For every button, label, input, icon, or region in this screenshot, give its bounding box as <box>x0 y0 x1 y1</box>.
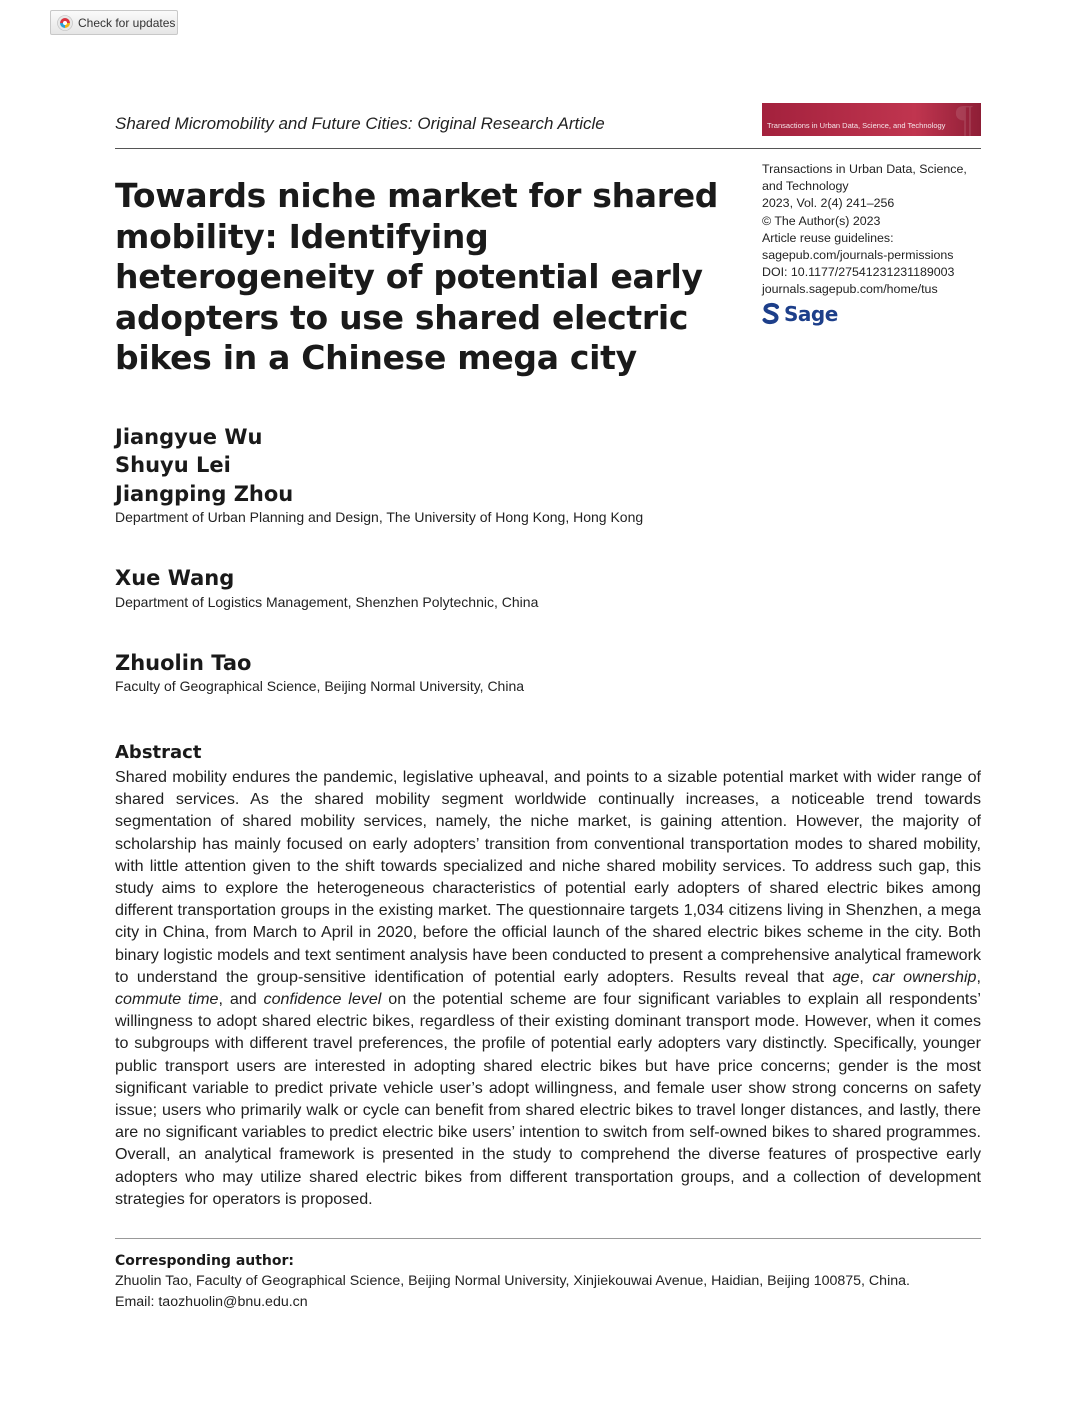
abstract-separator: , and <box>218 990 264 1009</box>
banner-watermark: ¶ <box>955 103 973 136</box>
variable-term: commute time <box>115 990 219 1009</box>
check-for-updates-label: Check for updates <box>78 15 176 30</box>
corresponding-author-label: Corresponding author: <box>115 1253 295 1269</box>
article-type: Shared Micromobility and Future Cities: Original Research Article <box>115 114 605 133</box>
author-name: Zhuolin Tao <box>115 651 252 675</box>
author-name: Shuyu Lei <box>115 453 231 477</box>
variable-term: car ownership <box>872 967 977 986</box>
doi-link[interactable]: DOI: 10.1177/27541231231189003 <box>762 265 955 280</box>
check-for-updates-button[interactable] <box>50 10 178 35</box>
header-divider <box>115 148 981 149</box>
paper-title: Towards niche market for shared mobility: Identifying heterogeneity of potential early adopters to use shared electric bikes in a Chinese mega city <box>115 176 719 377</box>
journal-banner-text: Transactions in Urban Data, Science, and Technology <box>767 121 946 130</box>
sage-logo <box>762 302 838 326</box>
abstract-body <box>115 766 981 1210</box>
sage-wordmark: Sage <box>784 302 838 326</box>
corresponding-address: Zhuolin Tao, Faculty of Geographical Science, Beijing Normal University, Xinjiekouwai Avenue, Haidian, Beijing 100875, China. <box>115 1273 910 1289</box>
volume-info: 2023, Vol. 2(4) 241–256 <box>762 196 895 211</box>
crossmark-icon <box>57 15 73 31</box>
author-name: Jiangping Zhou <box>115 482 294 506</box>
journal-name-line1: Transactions in Urban Data, Science, <box>762 162 967 176</box>
abstract-text: on the potential scheme are four significant variables to explain all respondents’ willingness to adopt shared electric bikes, regardless of their existing dominant transport mode. However, when it comes to subgroups with different travel preferences, the profile of potential early adopters vary distinctly. Specifically, younger public transport users are interested in adopting shared electric bikes but have price concerns; gender is the most significant variable to predict private vehicle user’s adopt willingness, and female user show strong concerns on safety issue; users who primarily walk or cycle can benefit from shared electric bikes to travel longer distances, and lastly, there are no significant variables to predict electric bike users’ intention to switch from self-owned bikes to shared programmes. Overall, an analytical framework is presented in the study to comprehend the diverse features of prospective early adopters who may utilize shared electric bikes from different transportation groups, and a collection of development strategies for operators is proposed. <box>115 990 981 1208</box>
journal-name-line2: and Technology <box>762 179 849 194</box>
footer-divider <box>115 1238 981 1239</box>
publication-meta <box>762 161 987 299</box>
author-name: Xue Wang <box>115 566 235 590</box>
permissions-link[interactable]: sagepub.com/journals-permissions <box>762 248 954 263</box>
author-affiliation: Department of Logistics Management, Shenzhen Polytechnic, China <box>115 594 539 610</box>
author-affiliation: Faculty of Geographical Science, Beijing Normal University, China <box>115 678 525 694</box>
journal-home-link[interactable]: journals.sagepub.com/home/tus <box>762 282 938 297</box>
abstract-separator: , <box>976 967 981 986</box>
reuse-label: Article reuse guidelines: <box>762 230 894 245</box>
variable-term: confidence level <box>263 990 382 1009</box>
sage-s-icon <box>762 302 780 326</box>
copyright: © The Author(s) 2023 <box>762 213 881 228</box>
abstract-separator: , <box>859 967 873 986</box>
variable-term: age <box>832 967 860 986</box>
abstract-heading: Abstract <box>115 742 202 763</box>
journal-banner <box>762 103 981 136</box>
corresponding-email[interactable]: Email: taozhuolin@bnu.edu.cn <box>115 1294 308 1310</box>
author-affiliation: Department of Urban Planning and Design, The University of Hong Kong, Hong Kong <box>115 509 644 525</box>
author-name: Jiangyue Wu <box>115 425 263 449</box>
abstract-text: Shared mobility endures the pandemic, legislative upheaval, and points to a sizable potential market with wider range of shared services. As the shared mobility segment worldwide continually increases, a noticeable trend towards segmentation of shared mobility services, namely, the niche market, is gaining attention. However, the majority of scholarship has mainly focused on early adopters’ transition from conventional transportation modes to shared mobility, with little attention given to the shift towards specialized and niche shared mobility services. To address such gap, this study aims to explore the heterogeneous characteristics of potential early adopters of shared electric bikes among different transportation groups in the existing market. The questionnaire targets 1,034 citizens living in Shenzhen, a mega city in China, from March to April in 2020, before the official launch of the shared electric bikes scheme in the city. Both binary logistic models and text sentiment analysis have been conducted to present a comprehensive analytical framework to understand the group-sensitive identification of potential early adopters. Results reveal that <box>115 768 981 986</box>
